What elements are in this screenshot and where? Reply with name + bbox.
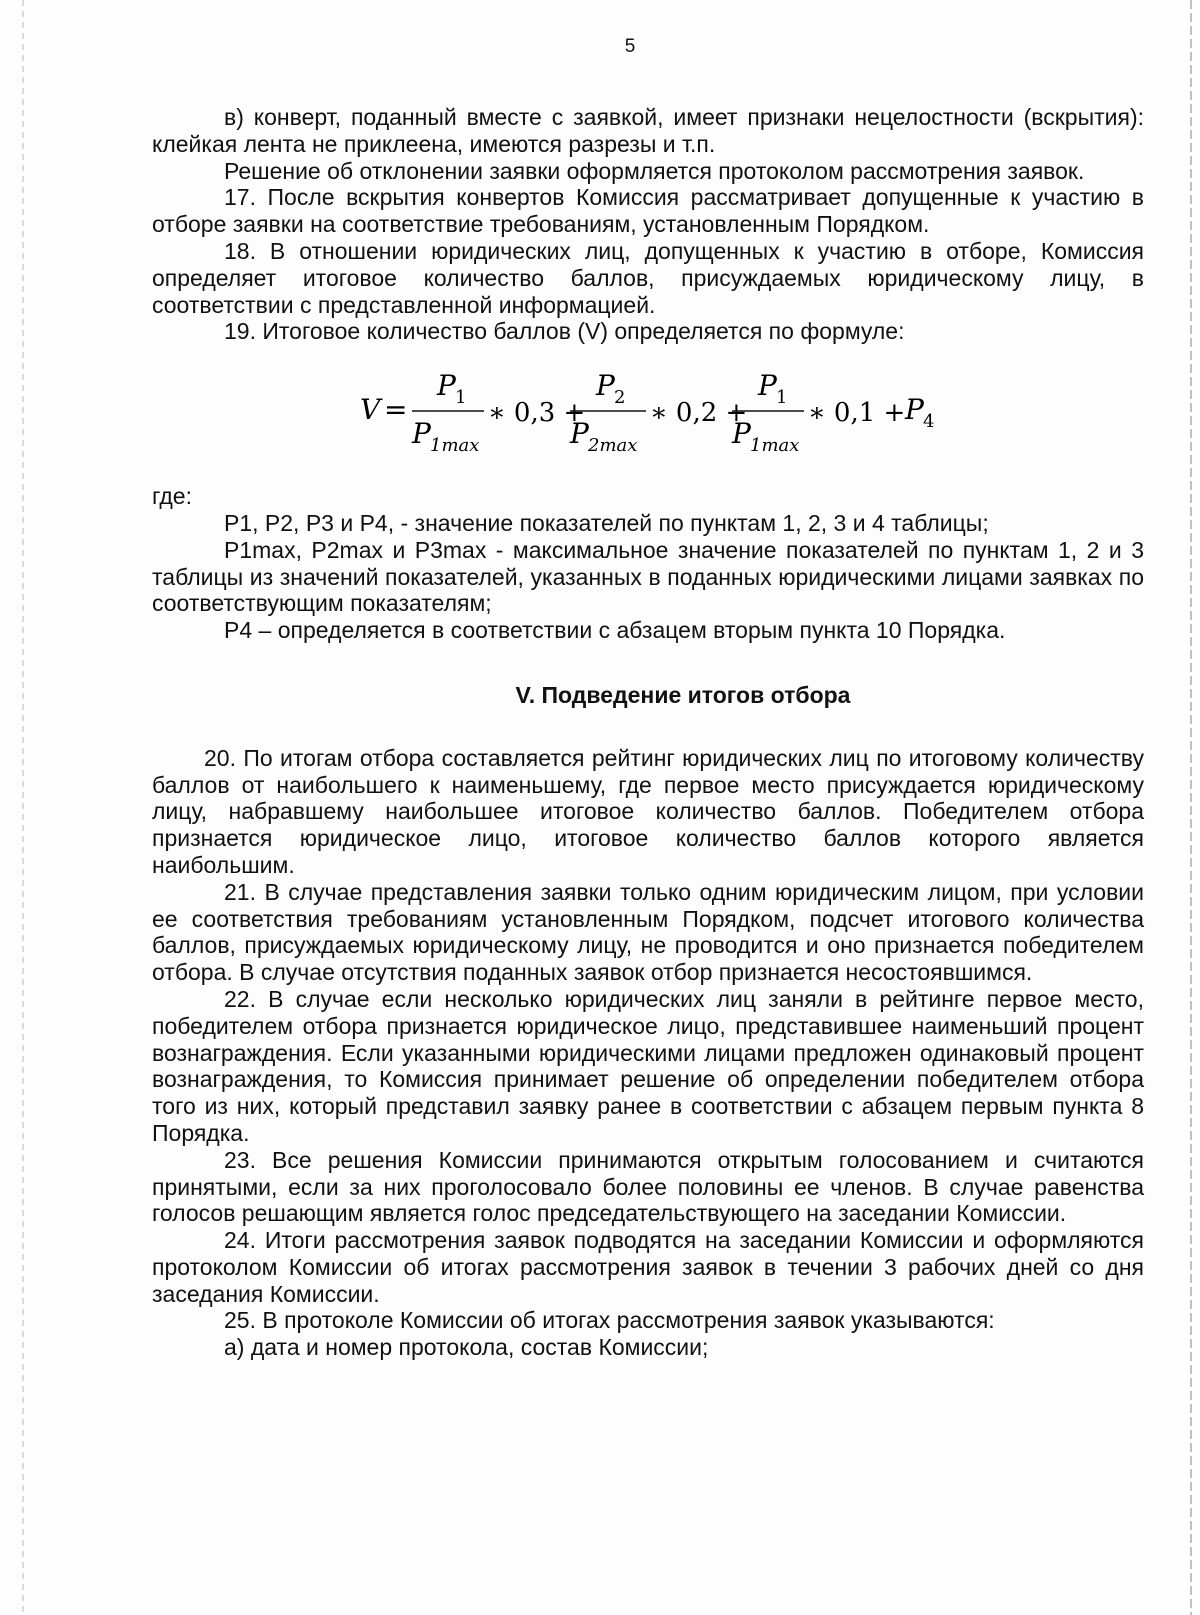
paragraph-18: 18. В отношении юридических лиц, допущенных к участию в отборе, Комиссия определяет итоговое количество баллов, присуждаемых юридическому лицу, в соответствии с представленной информацией. xyxy=(152,237,1144,318)
term1-denominator-sub: 1max xyxy=(430,435,480,457)
term1-numerator-sub: 1 xyxy=(455,387,467,409)
term1-coefficient: ∗ 0,3 + xyxy=(488,398,586,429)
paragraph-17: 17. После вскрытия конвертов Комиссия рассматривает допущенные к участию в отборе заявки на соответствие требованиям, установленным Порядком. xyxy=(152,184,1144,238)
term2-numerator-sub: 2 xyxy=(614,387,626,409)
scan-edge-right xyxy=(1190,0,1192,1615)
term3-numerator: P xyxy=(758,369,777,403)
term2-denominator-sub: 2max xyxy=(588,435,638,457)
where-line-3: P4 – определяется в соответствии с абзацем вторым пункта 10 Порядка. xyxy=(224,617,1006,644)
term3-denominator: P xyxy=(732,417,751,451)
term3-coefficient: ∗ 0,1 + xyxy=(808,398,906,429)
term3-denominator-sub: 1max xyxy=(750,435,800,457)
paragraph-24: 24. Итоги рассмотрения заявок подводятся на заседании Комиссии и оформляются протоколом Комиссии об итогах рассмотрения заявок в течении 3 рабочих дней со дня заседания Комиссии. xyxy=(152,1227,1144,1307)
paragraph-20: 20. По итогам отбора составляется рейтинг юридических лиц по итоговому количеству баллов от наибольшего к наименьшему, где первое место присуждается юридическому лицу, набравшему наибольшее итоговое количество баллов. Победителем отбора признается юридическое лицо, итоговое количество баллов которого является наибольшим. xyxy=(152,744,1144,878)
page-number: 5 xyxy=(624,36,636,57)
where-label: где: xyxy=(152,483,192,510)
term1-denominator: P xyxy=(412,417,431,451)
paragraph-v: в) конверт, поданный вместе с заявкой, имеет признаки нецелостности (вскрытия): клейкая лента не приклеена, имеются разрезы и т.п. xyxy=(152,104,1144,157)
formula-tail-sub: 4 xyxy=(923,411,935,433)
where-line-2: P1max, P2max и P3max - максимальное значение показателей по пунктам 1, 2 и 3 таблицы из значений показателей, указанных в поданных юридическими лицами заявках по соответствующим показателям; xyxy=(152,536,1144,617)
paragraph-22: 22. В случае если несколько юридических лиц заняли в рейтинге первое место, победителем отбора признается юридическое лицо, представившее наименьший процент вознаграждения. Если указанными юридическими лицами предложен одинаковый процент вознаграждения, то Комиссия принимает решение об определении победителем отбора того из них, который представил заявку ранее в соответствии с абзацем первым пункта 8 Порядка. xyxy=(152,985,1144,1146)
formula-equals: = xyxy=(384,393,408,427)
where-line-1: P1, P2, P3 и P4, - значение показателей по пунктам 1, 2, 3 и 4 таблицы; xyxy=(224,509,989,536)
term2-denominator: P xyxy=(570,417,589,451)
term2-coefficient: ∗ 0,2 + xyxy=(650,398,748,429)
formula-svg xyxy=(360,357,980,467)
paragraph-rejection: Решение об отклонении заявки оформляется протоколом рассмотрения заявок. xyxy=(224,157,1085,184)
score-formula xyxy=(152,357,1144,467)
document-body xyxy=(152,104,1144,1361)
paragraph-23: 23. Все решения Комиссии принимаются открытым голосованием и считаются принятыми, если за них проголосовало более половины ее членов. В случае равенства голосов решающим является голос председательствующего на заседании Комиссии. xyxy=(152,1146,1144,1227)
term2-numerator: P xyxy=(596,369,615,403)
term1-numerator: P xyxy=(437,369,456,403)
formula-lhs: V xyxy=(360,393,381,427)
formula-tail: P xyxy=(905,393,924,427)
paragraph-25a: а) дата и номер протокола, состав Комиссии; xyxy=(224,1334,709,1361)
scan-edge-left xyxy=(22,0,24,1615)
paragraph-19: 19. Итоговое количество баллов (V) определяется по формуле: xyxy=(224,318,905,345)
term3-numerator-sub: 1 xyxy=(776,387,788,409)
paragraph-25: 25. В протоколе Комиссии об итогах рассмотрения заявок указываются: xyxy=(224,1307,995,1334)
paragraph-21: 21. В случае представления заявки только одним юридическим лицом, при условии ее соответствия требованиям установленным Порядком, подсчет итогового количества баллов, присуждаемых юридическому лицу, не проводится и оно признается победителем отбора. В случае отсутствия поданных заявок отбор признается несостоявшимся. xyxy=(152,878,1144,986)
section-heading: V. Подведение итогов отбора xyxy=(515,681,851,708)
